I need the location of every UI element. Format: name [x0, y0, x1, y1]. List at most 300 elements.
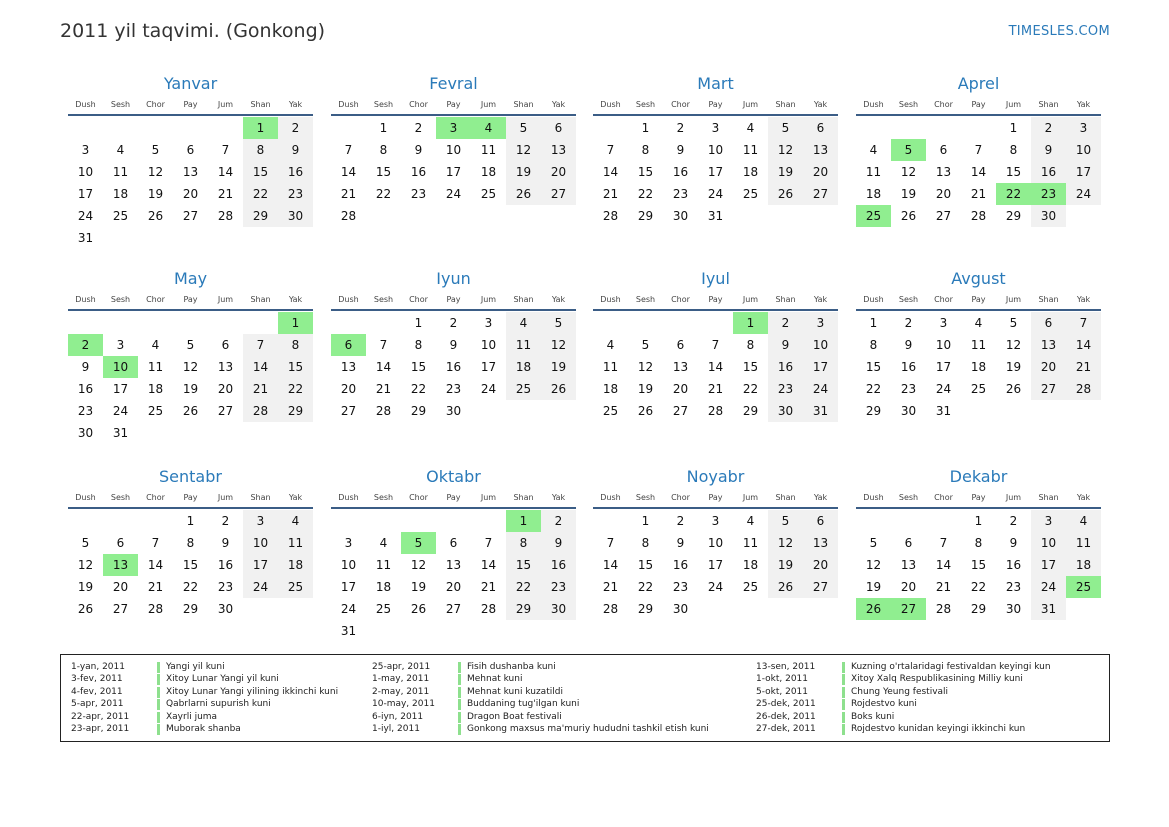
- empty-cell: [138, 117, 173, 139]
- day-grid: [856, 312, 1101, 422]
- day-cell: 29: [1005, 209, 1022, 223]
- empty-cell: [331, 510, 366, 532]
- empty-cell: [401, 510, 436, 532]
- holiday-marker: [157, 687, 160, 698]
- day-cell: 24: [77, 209, 94, 223]
- day-cell: 22: [970, 580, 987, 594]
- day-cell: 17: [935, 360, 952, 374]
- day-cell: 19: [410, 580, 427, 594]
- day-cell: 6: [116, 536, 125, 550]
- holiday-date: 4-fev, 2011: [71, 686, 123, 697]
- day-cell: 4: [278, 510, 313, 532]
- weekday-label: Yak: [813, 493, 828, 502]
- day-cell: 17: [1031, 554, 1066, 576]
- holiday-day-cell: 13: [103, 554, 138, 576]
- holiday-day-cell: 5: [891, 139, 926, 161]
- weekday-label: Yak: [288, 295, 303, 304]
- day-cell: 30: [768, 400, 803, 422]
- weekday-label: Pay: [708, 493, 723, 502]
- holiday-marker: [842, 674, 845, 685]
- holiday-row: [71, 698, 338, 710]
- holiday-day-cell: 27: [891, 598, 926, 620]
- empty-cell: [208, 312, 243, 334]
- holiday-day-cell: 1: [733, 312, 768, 334]
- day-cell: 19: [77, 580, 94, 594]
- day-cell: 22: [742, 382, 759, 396]
- weekday-label: Pay: [708, 295, 723, 304]
- weekday-header: [856, 97, 1101, 116]
- day-cell: 9: [1009, 536, 1018, 550]
- day-cell: 13: [217, 360, 234, 374]
- day-cell: 6: [541, 117, 576, 139]
- day-cell: 13: [900, 558, 917, 572]
- day-cell: 20: [803, 161, 838, 183]
- weekday-label: Yak: [1076, 100, 1091, 109]
- day-cell: 1: [414, 316, 423, 330]
- day-cell: 2: [1009, 514, 1018, 528]
- day-cell: 18: [480, 165, 497, 179]
- day-cell: 5: [768, 117, 803, 139]
- day-cell: 18: [602, 382, 619, 396]
- day-grid: [593, 510, 838, 620]
- day-cell: 9: [904, 338, 913, 352]
- month-name: Iyun: [436, 269, 471, 288]
- day-cell: 25: [506, 378, 541, 400]
- day-cell: 29: [243, 205, 278, 227]
- day-cell: 3: [1031, 510, 1066, 532]
- empty-cell: [173, 117, 208, 139]
- day-cell: 21: [217, 187, 234, 201]
- day-cell: 21: [970, 187, 987, 201]
- day-cell: 22: [182, 580, 199, 594]
- empty-cell: [366, 312, 401, 334]
- day-cell: 15: [637, 558, 654, 572]
- day-cell: 18: [112, 187, 129, 201]
- weekday-label: Yak: [551, 100, 566, 109]
- weekday-header: [856, 292, 1101, 311]
- day-cell: 4: [116, 143, 125, 157]
- month-name: Aprel: [957, 74, 1000, 93]
- weekday-label: Dush: [863, 100, 884, 109]
- day-cell: 13: [672, 360, 689, 374]
- holiday-name: Yangi yil kuni: [166, 662, 225, 672]
- holiday-name: Rojdestvo kuni: [851, 699, 917, 710]
- day-cell: 30: [541, 598, 576, 620]
- weekday-label: Sesh: [373, 295, 394, 304]
- weekday-label: Jum: [742, 295, 759, 304]
- holiday-date: 1-iyl, 2011: [372, 723, 420, 734]
- holiday-marker: [157, 724, 160, 735]
- day-cell: 12: [506, 139, 541, 161]
- weekday-label: Shan: [775, 493, 796, 502]
- weekday-label: Shan: [250, 100, 271, 109]
- weekday-label: Shan: [250, 493, 271, 502]
- day-cell: 25: [742, 580, 759, 594]
- holiday-name: Chung Yeung festivali: [851, 686, 949, 697]
- day-cell: 16: [77, 382, 94, 396]
- holiday-date: 6-iyn, 2011: [372, 711, 424, 722]
- day-cell: 26: [768, 183, 803, 205]
- day-cell: 22: [243, 183, 278, 205]
- day-cell: 23: [77, 404, 94, 418]
- day-cell: 25: [375, 602, 392, 616]
- empty-cell: [926, 117, 961, 139]
- day-cell: 20: [1031, 356, 1066, 378]
- day-cell: 11: [970, 338, 987, 352]
- month-name: Iyul: [701, 269, 730, 288]
- day-cell: 9: [1031, 139, 1066, 161]
- weekday-label: Shan: [775, 295, 796, 304]
- holiday-date: 1-may, 2011: [372, 674, 430, 685]
- day-cell: 16: [541, 554, 576, 576]
- month-aprel: [856, 73, 1101, 227]
- day-cell: 24: [803, 378, 838, 400]
- holiday-day-cell: 26: [856, 598, 891, 620]
- holiday-marker: [458, 699, 461, 710]
- holiday-row: [756, 711, 1051, 723]
- day-cell: 12: [637, 360, 654, 374]
- empty-cell: [891, 117, 926, 139]
- holiday-day-cell: 23: [1031, 183, 1066, 205]
- day-cell: 31: [77, 231, 94, 245]
- weekday-label: Chor: [671, 100, 690, 109]
- day-cell: 10: [445, 143, 462, 157]
- day-grid: [856, 510, 1101, 620]
- day-cell: 28: [602, 209, 619, 223]
- weekday-label: Chor: [671, 493, 690, 502]
- holiday-marker: [458, 724, 461, 735]
- day-cell: 11: [147, 360, 164, 374]
- day-cell: 16: [1031, 161, 1066, 183]
- day-cell: 9: [81, 360, 90, 374]
- day-cell: 25: [112, 209, 129, 223]
- holiday-date: 25-dek, 2011: [756, 699, 816, 710]
- empty-cell: [68, 117, 103, 139]
- holiday-date: 5-okt, 2011: [756, 686, 809, 697]
- day-cell: 18: [506, 356, 541, 378]
- weekday-label: Chor: [934, 493, 953, 502]
- day-cell: 8: [186, 536, 195, 550]
- day-cell: 28: [340, 209, 357, 223]
- holiday-marker: [157, 712, 160, 723]
- holiday-marker: [458, 687, 461, 698]
- day-cell: 22: [506, 576, 541, 598]
- day-cell: 1: [641, 121, 650, 135]
- day-cell: 20: [445, 580, 462, 594]
- day-cell: 6: [803, 117, 838, 139]
- day-cell: 30: [900, 404, 917, 418]
- holiday-date: 1-yan, 2011: [71, 662, 125, 672]
- day-cell: 6: [803, 510, 838, 532]
- day-cell: 24: [707, 580, 724, 594]
- day-cell: 23: [445, 382, 462, 396]
- weekday-label: Chor: [409, 493, 428, 502]
- weekday-label: Jum: [217, 493, 234, 502]
- day-cell: 12: [900, 165, 917, 179]
- page-title: 2011 yil taqvimi. (Gonkong): [60, 20, 326, 42]
- holiday-row: [372, 673, 709, 685]
- day-cell: 8: [641, 536, 650, 550]
- day-cell: 1: [379, 121, 388, 135]
- weekday-label: Sesh: [373, 493, 394, 502]
- holiday-row: [71, 686, 338, 698]
- day-cell: 15: [410, 360, 427, 374]
- day-cell: 3: [803, 312, 838, 334]
- holiday-marker: [842, 699, 845, 710]
- day-cell: 8: [243, 139, 278, 161]
- holiday-date: 25-apr, 2011: [372, 662, 431, 672]
- weekday-header: [331, 490, 576, 509]
- day-cell: 10: [77, 165, 94, 179]
- empty-cell: [366, 510, 401, 532]
- day-cell: 20: [541, 161, 576, 183]
- day-cell: 23: [768, 378, 803, 400]
- day-cell: 24: [707, 187, 724, 201]
- holiday-row: [372, 661, 709, 673]
- day-cell: 25: [742, 187, 759, 201]
- weekday-label: Dush: [600, 493, 621, 502]
- weekday-header: [68, 97, 313, 116]
- day-cell: 9: [768, 334, 803, 356]
- holiday-name: Gonkong maxsus ma'muriy hududni tashkil etish kuni: [467, 723, 709, 734]
- day-grid: [68, 510, 313, 620]
- day-cell: 26: [182, 404, 199, 418]
- holiday-date: 2-may, 2011: [372, 686, 430, 697]
- day-cell: 21: [935, 580, 952, 594]
- day-cell: 2: [221, 514, 230, 528]
- day-cell: 26: [900, 209, 917, 223]
- day-cell: 22: [637, 187, 654, 201]
- holiday-row: [756, 698, 1051, 710]
- weekday-label: Sesh: [373, 100, 394, 109]
- day-cell: 15: [865, 360, 882, 374]
- day-cell: 19: [637, 382, 654, 396]
- weekday-label: Dush: [600, 295, 621, 304]
- day-cell: 10: [1031, 532, 1066, 554]
- month-mart: [593, 73, 838, 227]
- day-cell: 3: [344, 536, 353, 550]
- day-cell: 5: [81, 536, 90, 550]
- day-cell: 6: [904, 536, 913, 550]
- day-cell: 24: [112, 404, 129, 418]
- day-cell: 19: [768, 161, 803, 183]
- day-cell: 21: [375, 382, 392, 396]
- day-cell: 16: [672, 558, 689, 572]
- day-cell: 21: [707, 382, 724, 396]
- holiday-row: [372, 686, 709, 698]
- day-cell: 16: [900, 360, 917, 374]
- empty-cell: [891, 510, 926, 532]
- empty-cell: [698, 312, 733, 334]
- holiday-day-cell: 25: [856, 205, 891, 227]
- day-cell: 9: [541, 532, 576, 554]
- day-cell: 21: [243, 378, 278, 400]
- weekday-label: Sesh: [898, 295, 919, 304]
- day-cell: 6: [186, 143, 195, 157]
- day-cell: 2: [904, 316, 913, 330]
- day-cell: 3: [243, 510, 278, 532]
- day-cell: 21: [1066, 356, 1101, 378]
- day-cell: 29: [506, 598, 541, 620]
- day-cell: 14: [1066, 334, 1101, 356]
- weekday-label: Dush: [75, 493, 96, 502]
- day-cell: 18: [865, 187, 882, 201]
- day-cell: 27: [672, 404, 689, 418]
- day-grid: [856, 117, 1101, 227]
- empty-cell: [208, 117, 243, 139]
- day-cell: 16: [278, 161, 313, 183]
- day-cell: 7: [939, 536, 948, 550]
- weekday-header: [856, 490, 1101, 509]
- weekday-label: Yak: [288, 100, 303, 109]
- holiday-name: Qabrlarni supurish kuni: [166, 699, 271, 710]
- weekday-header: [68, 490, 313, 509]
- empty-cell: [103, 117, 138, 139]
- holiday-date: 22-apr, 2011: [71, 711, 130, 722]
- empty-cell: [856, 510, 891, 532]
- day-cell: 5: [641, 338, 650, 352]
- holiday-row: [756, 673, 1051, 685]
- day-cell: 28: [147, 602, 164, 616]
- day-cell: 10: [707, 143, 724, 157]
- weekday-label: Jum: [217, 295, 234, 304]
- holiday-name: Muborak shanba: [166, 723, 241, 734]
- weekday-label: Yak: [551, 295, 566, 304]
- day-cell: 29: [970, 602, 987, 616]
- day-cell: 30: [77, 426, 94, 440]
- day-cell: 1: [1009, 121, 1018, 135]
- day-cell: 9: [414, 143, 423, 157]
- day-cell: 17: [803, 356, 838, 378]
- weekday-label: Yak: [1076, 493, 1091, 502]
- day-cell: 23: [672, 580, 689, 594]
- brand-link[interactable]: TIMESLES.COM: [1008, 24, 1110, 39]
- month-dekabr: [856, 466, 1101, 620]
- day-cell: 12: [541, 334, 576, 356]
- day-cell: 12: [1005, 338, 1022, 352]
- day-cell: 13: [445, 558, 462, 572]
- empty-cell: [103, 510, 138, 532]
- day-cell: 29: [410, 404, 427, 418]
- day-cell: 20: [900, 580, 917, 594]
- holiday-row: [756, 686, 1051, 698]
- day-grid: [68, 117, 313, 249]
- day-cell: 12: [768, 532, 803, 554]
- day-cell: 27: [1031, 378, 1066, 400]
- day-cell: 14: [217, 165, 234, 179]
- day-grid: [331, 510, 576, 642]
- day-cell: 6: [221, 338, 230, 352]
- weekday-label: Jum: [1005, 493, 1022, 502]
- day-cell: 29: [278, 400, 313, 422]
- day-cell: 3: [711, 121, 720, 135]
- weekday-header: [68, 292, 313, 311]
- day-cell: 27: [217, 404, 234, 418]
- empty-cell: [331, 312, 366, 334]
- day-cell: 22: [865, 382, 882, 396]
- empty-cell: [68, 312, 103, 334]
- day-cell: 29: [865, 404, 882, 418]
- day-cell: 14: [243, 356, 278, 378]
- day-cell: 24: [243, 576, 278, 598]
- holiday-day-cell: 2: [68, 334, 103, 356]
- day-cell: 15: [375, 165, 392, 179]
- day-cell: 10: [707, 536, 724, 550]
- weekday-label: Jum: [1005, 100, 1022, 109]
- day-cell: 27: [541, 183, 576, 205]
- weekday-label: Chor: [671, 295, 690, 304]
- month-name: May: [173, 269, 208, 288]
- day-cell: 11: [278, 532, 313, 554]
- holiday-row: [756, 661, 1051, 673]
- day-cell: 17: [480, 360, 497, 374]
- day-cell: 19: [506, 161, 541, 183]
- holiday-day-cell: 1: [506, 510, 541, 532]
- weekday-label: Shan: [1038, 295, 1059, 304]
- weekday-label: Pay: [971, 295, 986, 304]
- empty-cell: [593, 117, 628, 139]
- holiday-list: [60, 654, 1110, 742]
- day-cell: 25: [602, 404, 619, 418]
- weekday-header: [593, 292, 838, 311]
- day-cell: 16: [768, 356, 803, 378]
- day-cell: 28: [707, 404, 724, 418]
- day-cell: 31: [340, 624, 357, 638]
- weekday-label: Dush: [863, 295, 884, 304]
- weekday-header: [331, 97, 576, 116]
- day-cell: 7: [974, 143, 983, 157]
- weekday-label: Jum: [480, 295, 497, 304]
- weekday-label: Sesh: [898, 493, 919, 502]
- day-cell: 18: [1066, 554, 1101, 576]
- day-cell: 3: [711, 514, 720, 528]
- day-cell: 30: [217, 602, 234, 616]
- empty-cell: [331, 117, 366, 139]
- day-cell: 23: [672, 187, 689, 201]
- day-cell: 26: [1005, 382, 1022, 396]
- day-cell: 27: [803, 183, 838, 205]
- holiday-row: [71, 723, 338, 735]
- weekday-label: Sesh: [898, 100, 919, 109]
- day-cell: 4: [1066, 510, 1101, 532]
- weekday-label: Dush: [863, 493, 884, 502]
- month-name: Oktabr: [426, 467, 481, 486]
- weekday-label: Shan: [1038, 100, 1059, 109]
- day-cell: 10: [935, 338, 952, 352]
- holiday-name: Fisih dushanba kuni: [467, 662, 556, 672]
- day-cell: 14: [340, 165, 357, 179]
- day-cell: 23: [278, 183, 313, 205]
- day-cell: 8: [414, 338, 423, 352]
- holiday-date: 10-may, 2011: [372, 699, 435, 710]
- holiday-marker: [157, 674, 160, 685]
- weekday-label: Jum: [480, 493, 497, 502]
- weekday-label: Pay: [446, 295, 461, 304]
- day-cell: 27: [182, 209, 199, 223]
- holiday-name: Dragon Boat festivali: [467, 711, 562, 722]
- holiday-marker: [842, 712, 845, 723]
- holiday-date: 26-dek, 2011: [756, 711, 816, 722]
- day-cell: 17: [707, 165, 724, 179]
- day-cell: 1: [974, 514, 983, 528]
- day-cell: 4: [151, 338, 160, 352]
- weekday-label: Sesh: [635, 295, 656, 304]
- day-cell: 27: [445, 602, 462, 616]
- empty-cell: [173, 312, 208, 334]
- weekday-label: Pay: [183, 493, 198, 502]
- day-cell: 5: [506, 117, 541, 139]
- weekday-label: Sesh: [110, 295, 131, 304]
